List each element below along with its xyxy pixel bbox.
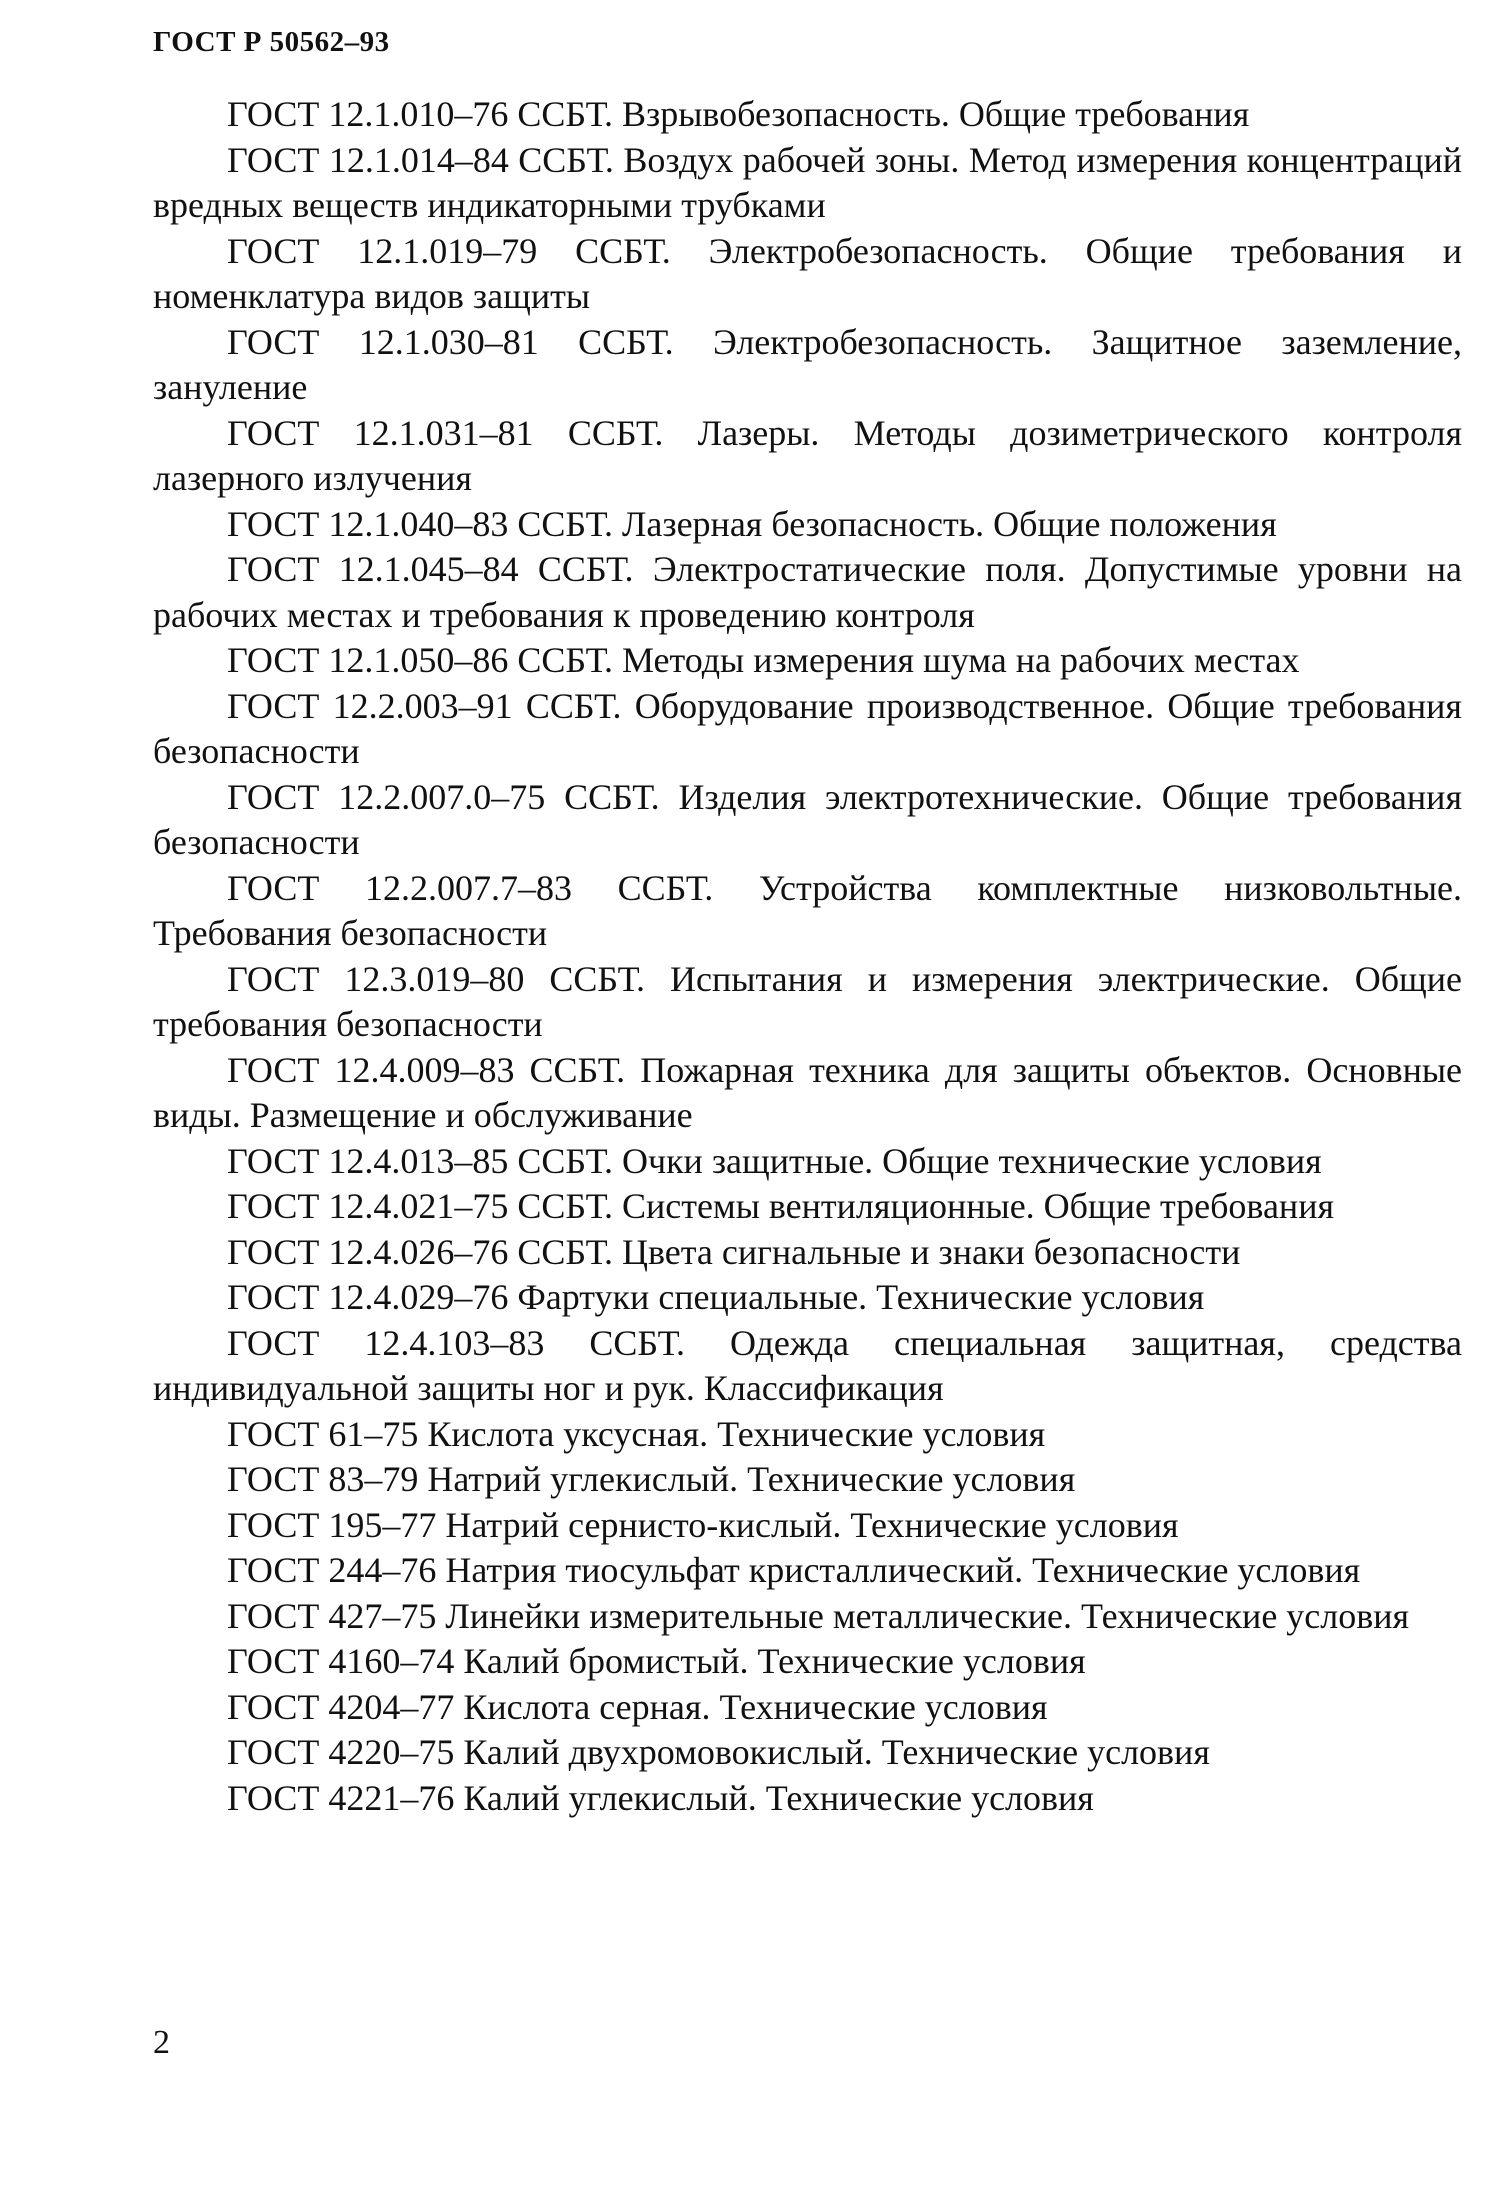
list-item: ГОСТ 12.1.030–81 ССБТ. Электробезопасность. Защитное заземление, зануление — [153, 321, 1462, 407]
list-item: ГОСТ 4220–75 Калий двухромовокислый. Технические условия — [227, 1732, 1210, 1772]
list-item: ГОСТ 12.4.026–76 ССБТ. Цвета сигнальные и знаки безопасности — [227, 1231, 1241, 1272]
list-item: ГОСТ 12.4.009–83 ССБТ. Пожарная техника для защиты объектов. Основные виды. Размещение и обслуживание — [153, 1049, 1462, 1135]
list-item: ГОСТ 244–76 Натрия тиосульфат кристаллический. Технические условия — [227, 1550, 1361, 1590]
list-item: ГОСТ 12.4.021–75 ССБТ. Системы вентиляционные. Общие требования — [227, 1186, 1335, 1226]
list-item: ГОСТ 12.4.103–83 ССБТ. Одежда специальная защитная, средства индивидуальной защиты ног и рук. Классификация — [153, 1322, 1462, 1408]
list-item: ГОСТ 4160–74 Калий бромистый. Технические условия — [227, 1641, 1086, 1681]
list-item: ГОСТ 12.1.040–83 ССБТ. Лазерная безопасность. Общие положения — [227, 503, 1277, 544]
list-item: ГОСТ 12.4.029–76 Фартуки специальные. Технические условия — [227, 1277, 1205, 1317]
list-item: ГОСТ 83–79 Натрий углекислый. Технические условия — [227, 1459, 1076, 1499]
list-item: ГОСТ 12.2.003–91 ССБТ. Оборудование производственное. Общие требования безопасности — [153, 685, 1462, 771]
list-item: ГОСТ 12.1.019–79 ССБТ. Электробезопасность. Общие требования и номенклатура видов защиты — [153, 230, 1462, 316]
list-item: ГОСТ 4221–76 Калий углекислый. Технические условия — [227, 1777, 1094, 1818]
list-item: ГОСТ 12.2.007.7–83 ССБТ. Устройства комплектные низковольтные. Требования безопасности — [153, 867, 1462, 953]
list-item: ГОСТ 427–75 Линейки измерительные металлические. Технические условия — [227, 1595, 1410, 1636]
list-item: ГОСТ 12.1.050–86 ССБТ. Методы измерения шума на рабочих местах — [227, 640, 1300, 680]
list-item: ГОСТ 195–77 Натрий сернисто-кислый. Технические условия — [227, 1504, 1179, 1545]
list-item: ГОСТ 12.1.031–81 ССБТ. Лазеры. Методы дозиметрического контроля лазерного излучения — [153, 412, 1462, 498]
list-item: ГОСТ 12.1.014–84 ССБТ. Воздух рабочей зоны. Метод измерения концентраций вредных веществ индикаторными трубками — [153, 139, 1462, 225]
list-item: ГОСТ 12.4.013–85 ССБТ. Очки защитные. Общие технические условия — [227, 1140, 1322, 1181]
list-item: ГОСТ 12.1.010–76 ССБТ. Взрывобезопасность. Общие требования — [227, 94, 1250, 134]
list-item: ГОСТ 61–75 Кислота уксусная. Технические условия — [227, 1413, 1046, 1454]
list-item: ГОСТ 4204–77 Кислота серная. Технические условия — [227, 1686, 1048, 1727]
standards-list — [153, 92, 1462, 1821]
page-number: 2 — [153, 2024, 170, 2061]
document-header: ГОСТ Р 50562–93 — [153, 26, 390, 58]
list-item: ГОСТ 12.3.019–80 ССБТ. Испытания и измерения электрические. Общие требования безопасности — [153, 958, 1462, 1044]
list-item: ГОСТ 12.1.045–84 ССБТ. Электростатические поля. Допустимые уровни на рабочих местах и требования к проведению контроля — [153, 549, 1462, 635]
list-item: ГОСТ 12.2.007.0–75 ССБТ. Изделия электротехнические. Общие требования безопасности — [153, 776, 1462, 862]
